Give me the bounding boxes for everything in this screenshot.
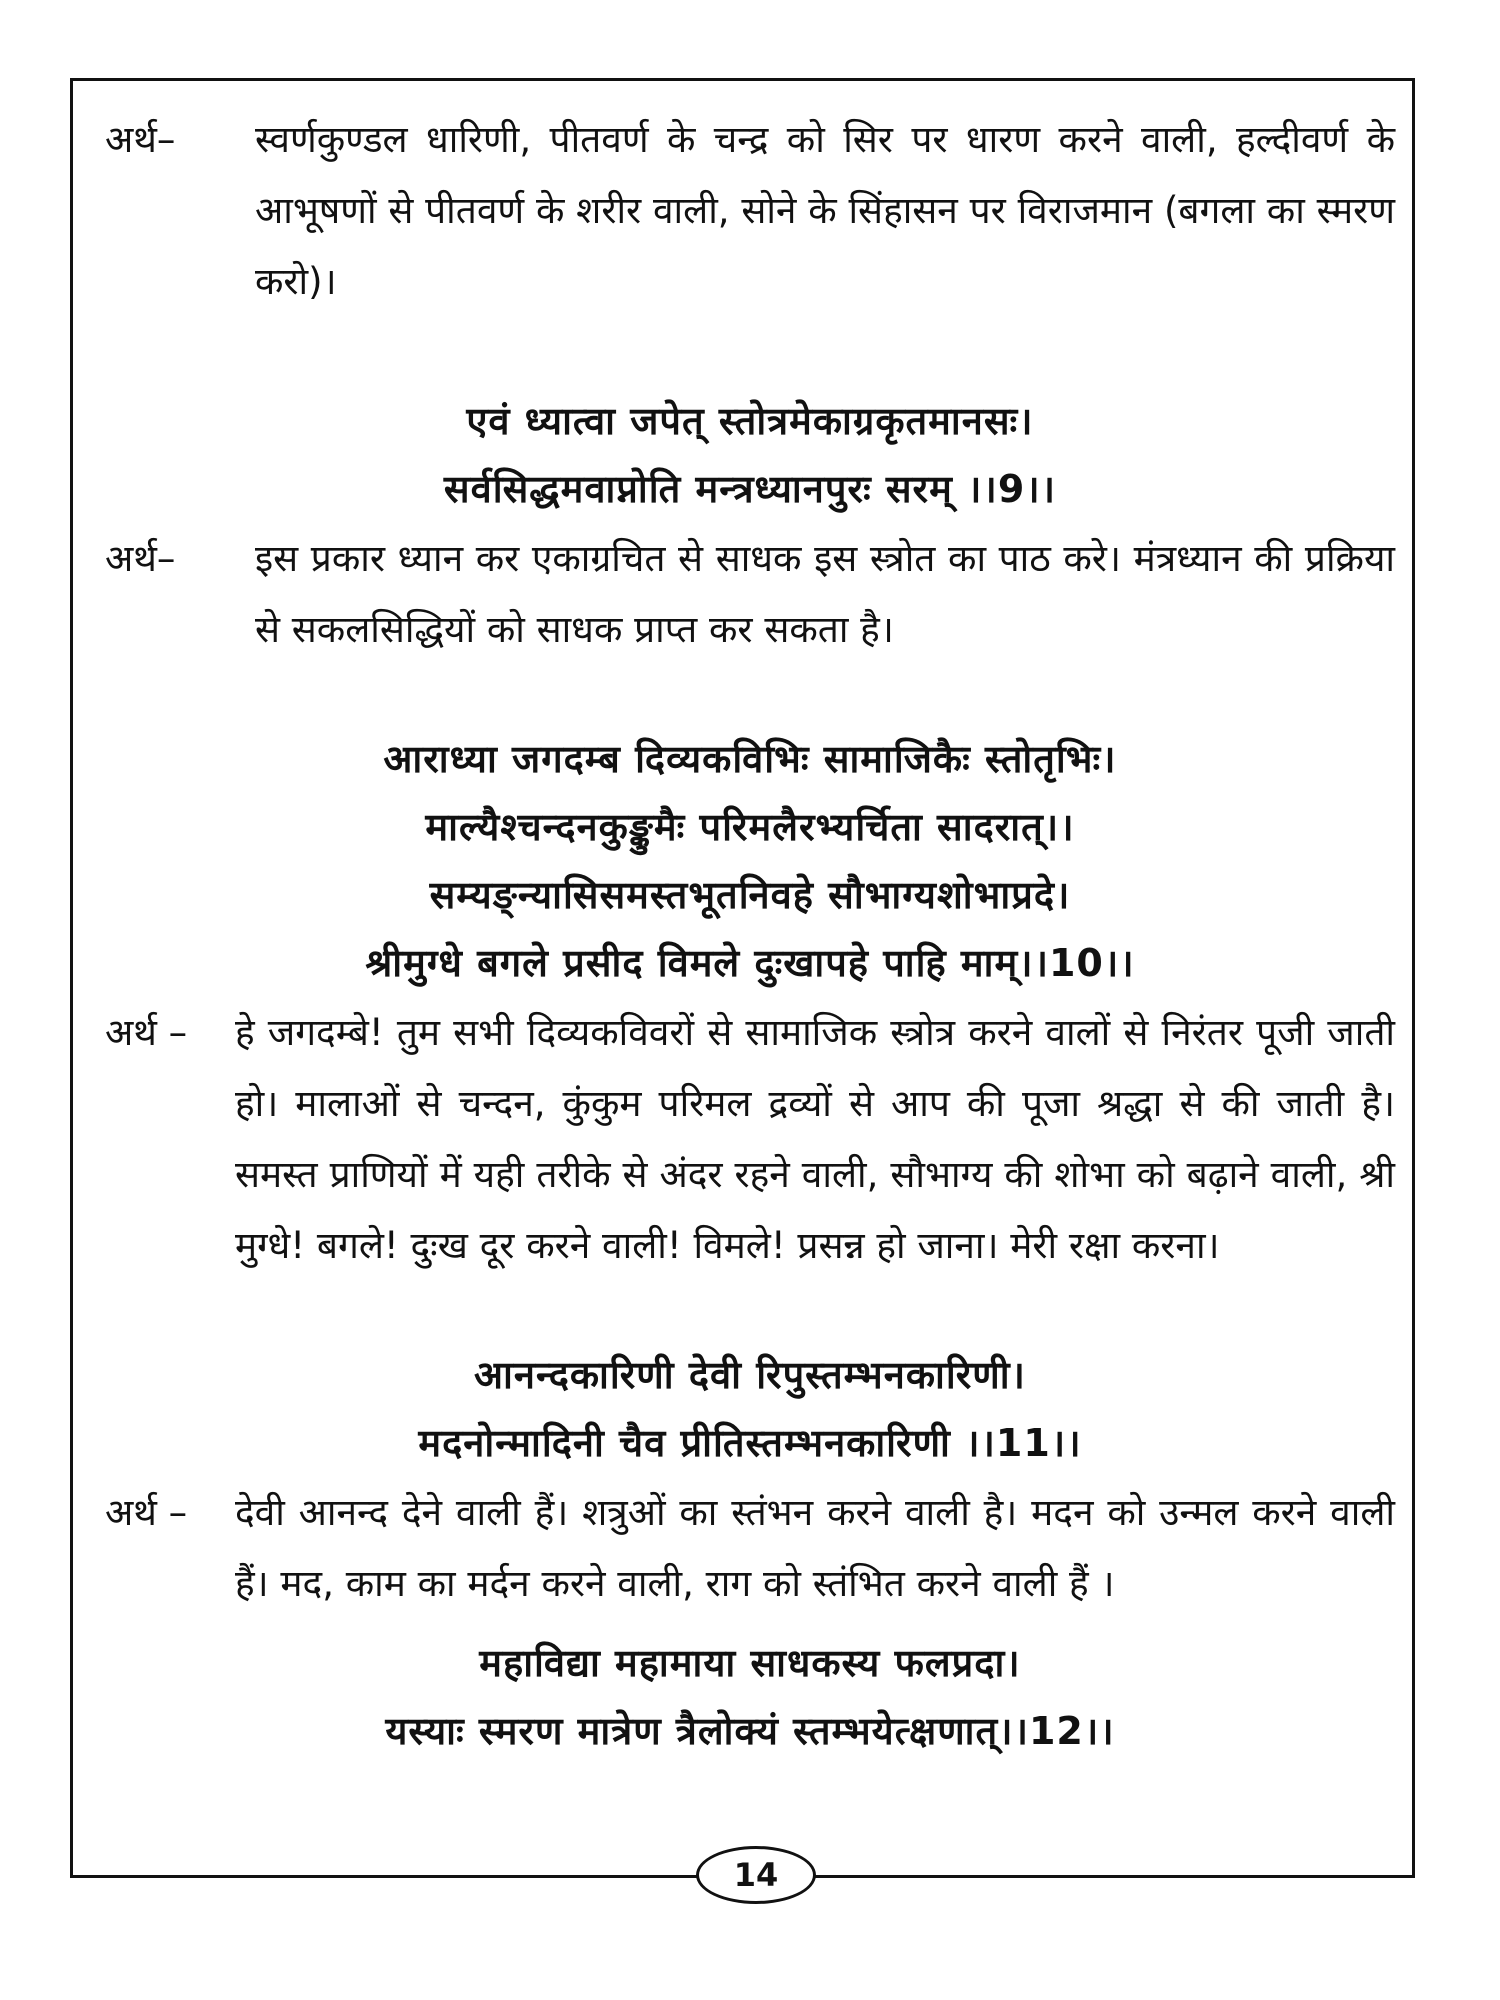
page-content <box>105 104 1395 1765</box>
meaning-block-10 <box>105 997 1395 1281</box>
verse-line: यस्याः स्मरण मात्रेण त्रैलोक्यं स्तम्भयेत्क्षणात्।।12।। <box>385 1709 1115 1753</box>
verse-10 <box>105 725 1395 997</box>
verse-line: मदनोन्मादिनी चैव प्रीतिस्तम्भनकारिणी ।।11।। <box>418 1421 1082 1465</box>
verse-line: एवं ध्यात्वा जपेत् स्तोत्रमेकाग्रकृतमानसः। <box>466 399 1034 443</box>
meaning-label: अर्थ– <box>105 537 176 580</box>
verse-line: आनन्दकारिणी देवी रिपुस्तम्भनकारिणी। <box>474 1353 1026 1397</box>
meaning-block-11 <box>105 1477 1395 1619</box>
verse-line: आराध्या जगदम्ब दिव्यकविभिः सामाजिकैः स्तोतृभिः। <box>383 737 1117 781</box>
verse-line: श्रीमुग्धे बगले प्रसीद विमले दुःखापहे पाहि माम्।।10।। <box>365 941 1135 985</box>
verse-line: माल्यैश्चन्दनकुङ्कुमैः परिमलैरभ्यर्चिता सादरात्।। <box>425 805 1075 849</box>
meaning-block-1 <box>105 104 1395 317</box>
verse-line: सम्यङ्न्यासिसमस्तभूतनिवहे सौभाग्यशोभाप्रदे। <box>429 873 1071 917</box>
meaning-text: हे जगदम्बे! तुम सभी दिव्यकविवरों से सामाजिक स्त्रोत्र करने वालों से निरंतर पूजी जाती हो। मालाओं से चन्दन, कुंकुम परिमल द्रव्यों से आप की पूजा श्रद्धा से की जाती है। समस्त प्राणियों में यही तरीके से अंदर रहने वाली, सौभाग्य की शोभा को बढ़ाने वाली, श्री मुग्धे! बगले! दुःख दूर करने वाली! विमले! प्रसन्न हो जाना। मेरी रक्षा करना। <box>235 1011 1395 1267</box>
page-number: 14 <box>696 1846 816 1904</box>
meaning-text: इस प्रकार ध्यान कर एकाग्रचित से साधक इस स्त्रोत का पाठ करे। मंत्रध्यान की प्रक्रिया से सकलसिद्धियों को साधक प्राप्त कर सकता है। <box>255 537 1395 651</box>
verse-12 <box>105 1629 1395 1765</box>
meaning-label: अर्थ– <box>105 118 176 161</box>
meaning-label: अर्थ – <box>105 1491 188 1534</box>
meaning-text: स्वर्णकुण्डल धारिणी, पीतवर्ण के चन्द्र को सिर पर धारण करने वाली, हल्दीवर्ण के आभूषणों से पीतवर्ण के शरीर वाली, सोने के सिंहासन पर विराजमान (बगला का स्मरण करो)। <box>255 118 1395 303</box>
verse-line: महाविद्या महामाया साधकस्य फलप्रदा। <box>479 1641 1021 1685</box>
verse-11 <box>105 1341 1395 1477</box>
meaning-block-9 <box>105 523 1395 665</box>
meaning-label: अर्थ – <box>105 1011 188 1054</box>
verse-9 <box>105 387 1395 523</box>
meaning-text: देवी आनन्द देने वाली हैं। शत्रुओं का स्तंभन करने वाली है। मदन को उन्मल करने वाली हैं। मद, काम का मर्दन करने वाली, राग को स्तंभित करने वाली हैं । <box>235 1491 1395 1605</box>
verse-line: सर्वसिद्धमवाप्नोति मन्त्रध्यानपुरः सरम् ।।9।। <box>443 467 1057 511</box>
